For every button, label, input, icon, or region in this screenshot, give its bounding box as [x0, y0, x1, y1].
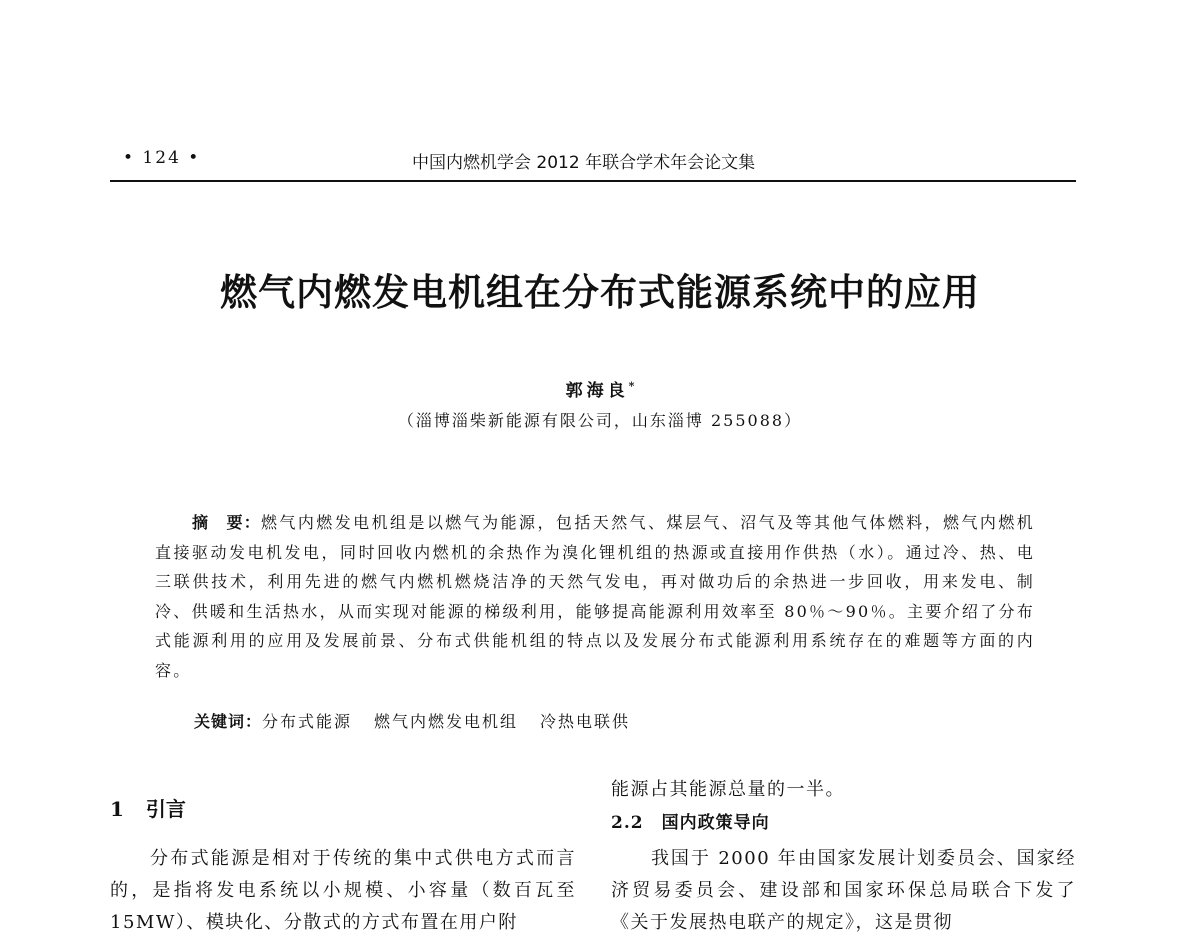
section-number: 1	[110, 797, 124, 821]
body-text-line: 能源占其能源总量的一半。	[611, 779, 845, 800]
running-header: 中国内燃机学会 2012 年联合学术年会论文集	[412, 153, 756, 173]
keyword: 燃气内燃发电机组	[374, 712, 519, 731]
keyword: 冷热电联供	[540, 712, 631, 731]
subsection-number: 2.2	[611, 813, 644, 833]
header-rule	[110, 180, 1076, 182]
section-title: 引言	[145, 797, 186, 821]
body-paragraph: 分布式能源是相对于传统的集中式供电方式而言的，是指将发电系统以小规模、小容量（数百瓦至15MW）、模块化、分散式的方式布置在用户附	[110, 848, 576, 933]
section-heading	[110, 793, 186, 822]
abstract-label: 摘 要：	[192, 513, 261, 532]
author-footnote-mark: *	[628, 379, 635, 393]
body-paragraph: 我国于 2000 年由国家发展计划委员会、国家经济贸易委员会、建设部和国家环保总局联合下发了《关于发展热电联产的规定》，这是贯彻	[611, 848, 1076, 933]
subsection-title: 国内政策导向	[661, 813, 770, 833]
keyword: 分布式能源	[262, 712, 353, 731]
page-number: • 124 •	[123, 148, 201, 168]
paper-title: 燃气内燃发电机组在分布式能源系统中的应用	[220, 270, 980, 314]
author-name: 郭海良	[565, 381, 629, 401]
author	[0, 376, 1200, 401]
subsection-heading	[611, 808, 770, 833]
abstract	[155, 508, 1035, 685]
affiliation: （淄博淄柴新能源有限公司，山东淄博 255088）	[397, 411, 803, 430]
keywords-label: 关键词：	[194, 712, 263, 731]
keywords	[194, 709, 630, 732]
abstract-text: 燃气内燃发电机组是以燃气为能源，包括天然气、煤层气、沼气及等其他气体燃料，燃气内燃机直接驱动发电机发电，同时回收内燃机的余热作为溴化锂机组的热源或直接用作供热（水）。通过冷、热、电三联供技术，利用先进的燃气内燃机燃烧洁净的天然气发电，再对做功后的余热进一步回收，用来发电、制冷、供暖和生活热水，从而实现对能源的梯级利用，能够提高能源利用效率至 80％～90％。主要介绍了分布式能源利用的应用及发展前景、分布式供能机组的特点以及发展分布式能源利用系统存在的难题等方面的内容。	[155, 513, 1035, 680]
